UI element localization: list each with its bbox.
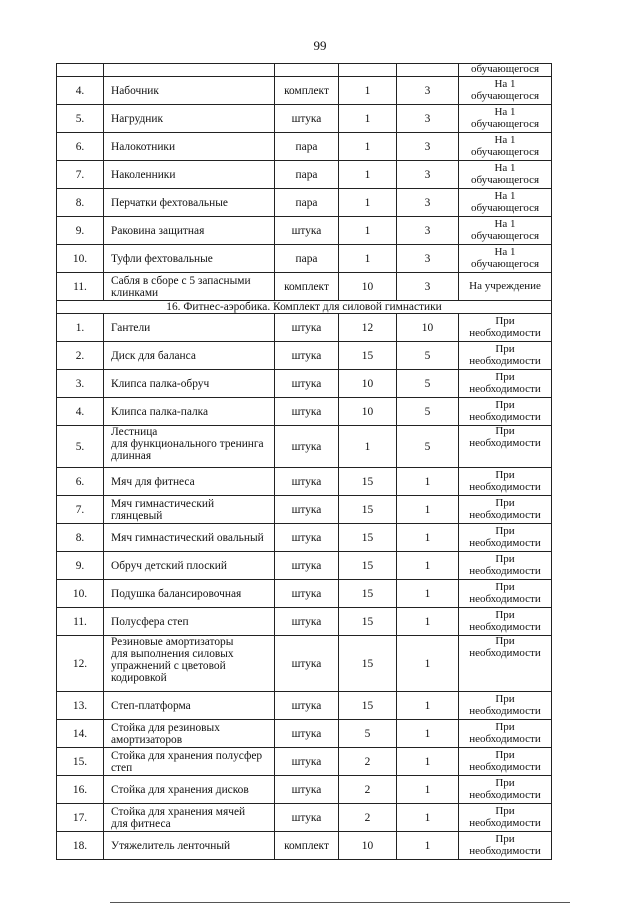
item-quantity-2: 1 [397, 804, 459, 832]
table-row [57, 426, 552, 468]
item-name: Мяч гимнастический глянцевый [104, 496, 275, 524]
item-quantity-1: 15 [339, 342, 397, 370]
row-number [57, 64, 104, 77]
item-purpose: При необходимости [459, 342, 552, 370]
item-unit: штука [275, 552, 339, 580]
table-row [57, 161, 552, 189]
table-row [57, 832, 552, 860]
item-quantity-2: 5 [397, 370, 459, 398]
row-number: 6. [57, 468, 104, 496]
item-unit: штука [275, 524, 339, 552]
item-quantity-1: 10 [339, 370, 397, 398]
item-purpose: При необходимости [459, 804, 552, 832]
item-quantity-2: 1 [397, 692, 459, 720]
item-name: Туфли фехтовальные [104, 245, 275, 273]
item-name: Перчатки фехтовальные [104, 189, 275, 217]
item-purpose: На учреждение [459, 273, 552, 301]
item-name: Сабля в сборе с 5 запасными клинками [104, 273, 275, 301]
item-unit: пара [275, 161, 339, 189]
item-name: Лестница для функционального тренинга длинная [104, 426, 275, 468]
item-unit: комплект [275, 77, 339, 105]
item-name: Подушка балансировочная [104, 580, 275, 608]
item-unit: пара [275, 133, 339, 161]
item-unit: штука [275, 636, 339, 692]
item-quantity-1: 15 [339, 580, 397, 608]
item-quantity-2: 3 [397, 189, 459, 217]
row-number: 9. [57, 552, 104, 580]
row-number: 10. [57, 580, 104, 608]
table-row [57, 496, 552, 524]
item-quantity-1: 2 [339, 804, 397, 832]
item-name: Диск для баланса [104, 342, 275, 370]
item-purpose: На 1 обучающегося [459, 161, 552, 189]
item-quantity-2: 3 [397, 161, 459, 189]
item-quantity-1: 1 [339, 161, 397, 189]
table-row [57, 580, 552, 608]
item-quantity-1: 1 [339, 426, 397, 468]
item-name: Нагрудник [104, 105, 275, 133]
item-purpose: На 1 обучающегося [459, 77, 552, 105]
item-unit: штука [275, 398, 339, 426]
section-title: 16. Фитнес-аэробика. Комплект для силовой гимнастики [57, 301, 552, 314]
table-row [57, 692, 552, 720]
item-purpose: При необходимости [459, 776, 552, 804]
item-quantity-1: 1 [339, 245, 397, 273]
item-quantity-1: 15 [339, 552, 397, 580]
item-quantity-1: 2 [339, 748, 397, 776]
item-unit: штука [275, 426, 339, 468]
item-quantity-2: 3 [397, 217, 459, 245]
item-purpose: На 1 обучающегося [459, 217, 552, 245]
table-row [57, 608, 552, 636]
item-purpose: На 1 обучающегося [459, 133, 552, 161]
item-purpose: При необходимости [459, 314, 552, 342]
item-unit: штука [275, 468, 339, 496]
item-name: Утяжелитель ленточный [104, 832, 275, 860]
item-purpose: обучающегося [459, 64, 552, 77]
row-number: 10. [57, 245, 104, 273]
item-name: Стойка для хранения мячей для фитнеса [104, 804, 275, 832]
item-name: Наколенники [104, 161, 275, 189]
item-name: Мяч для фитнеса [104, 468, 275, 496]
item-purpose: При необходимости [459, 426, 552, 468]
item-unit: штука [275, 776, 339, 804]
equipment-table-body [57, 64, 552, 860]
item-name: Полусфера степ [104, 608, 275, 636]
item-name: Резиновые амортизаторы для выполнения силовых упражнений с цветовой кодировкой [104, 636, 275, 692]
item-purpose: При необходимости [459, 720, 552, 748]
item-purpose: При необходимости [459, 552, 552, 580]
row-number: 18. [57, 832, 104, 860]
item-quantity-1: 5 [339, 720, 397, 748]
table-row [57, 468, 552, 496]
item-unit: пара [275, 189, 339, 217]
item-unit: штука [275, 692, 339, 720]
item-name: Клипса палка-палка [104, 398, 275, 426]
item-unit: штука [275, 580, 339, 608]
item-purpose: На 1 обучающегося [459, 189, 552, 217]
item-quantity-2: 1 [397, 776, 459, 804]
item-quantity-1: 10 [339, 273, 397, 301]
table-row [57, 314, 552, 342]
item-quantity-2: 1 [397, 636, 459, 692]
item-purpose: На 1 обучающегося [459, 105, 552, 133]
item-quantity-2: 1 [397, 468, 459, 496]
item-unit: штука [275, 370, 339, 398]
item-name: Гантели [104, 314, 275, 342]
item-quantity-2: 3 [397, 273, 459, 301]
row-number: 13. [57, 692, 104, 720]
item-purpose: При необходимости [459, 496, 552, 524]
item-quantity-1: 15 [339, 636, 397, 692]
table-row [57, 105, 552, 133]
item-name: Налокотники [104, 133, 275, 161]
item-name: Обруч детский плоский [104, 552, 275, 580]
item-quantity-1: 10 [339, 832, 397, 860]
item-quantity-1: 2 [339, 776, 397, 804]
item-name: Раковина защитная [104, 217, 275, 245]
row-number: 5. [57, 105, 104, 133]
row-number: 9. [57, 217, 104, 245]
item-unit: штука [275, 342, 339, 370]
item-unit: штука [275, 720, 339, 748]
row-number: 6. [57, 133, 104, 161]
table-row [57, 245, 552, 273]
item-quantity-1: 15 [339, 608, 397, 636]
row-number: 11. [57, 273, 104, 301]
item-purpose: При необходимости [459, 832, 552, 860]
item-unit: штука [275, 608, 339, 636]
item-quantity-2: 1 [397, 720, 459, 748]
item-unit: комплект [275, 273, 339, 301]
item-name: Стойка для резиновых амортизаторов [104, 720, 275, 748]
item-quantity-2: 1 [397, 748, 459, 776]
row-number: 7. [57, 161, 104, 189]
item-name: Клипса палка-обруч [104, 370, 275, 398]
section-header-row [57, 301, 552, 314]
row-number: 1. [57, 314, 104, 342]
equipment-table [56, 63, 552, 860]
item-quantity-1: 1 [339, 105, 397, 133]
item-quantity-1: 15 [339, 496, 397, 524]
item-quantity-2: 5 [397, 342, 459, 370]
item-purpose: На 1 обучающегося [459, 245, 552, 273]
item-name [104, 64, 275, 77]
table-row [57, 64, 552, 77]
table-row [57, 398, 552, 426]
item-quantity-2: 10 [397, 314, 459, 342]
item-quantity-2: 3 [397, 105, 459, 133]
item-quantity-1: 12 [339, 314, 397, 342]
table-row [57, 342, 552, 370]
row-number: 11. [57, 608, 104, 636]
item-quantity-1: 1 [339, 77, 397, 105]
item-purpose: При необходимости [459, 580, 552, 608]
item-quantity-2: 1 [397, 496, 459, 524]
table-row [57, 636, 552, 692]
table-row [57, 720, 552, 748]
item-unit: штука [275, 217, 339, 245]
item-name: Степ-платформа [104, 692, 275, 720]
item-purpose: При необходимости [459, 468, 552, 496]
item-purpose: При необходимости [459, 636, 552, 692]
table-row [57, 217, 552, 245]
item-quantity-1: 1 [339, 189, 397, 217]
item-quantity-2: 1 [397, 832, 459, 860]
item-quantity-2: 3 [397, 77, 459, 105]
table-row [57, 77, 552, 105]
item-quantity-1: 15 [339, 692, 397, 720]
row-number: 16. [57, 776, 104, 804]
item-quantity-1: 15 [339, 468, 397, 496]
item-quantity-2: 1 [397, 608, 459, 636]
row-number: 7. [57, 496, 104, 524]
table-row [57, 776, 552, 804]
item-name: Стойка для хранения дисков [104, 776, 275, 804]
item-unit: штука [275, 105, 339, 133]
row-number: 8. [57, 524, 104, 552]
row-number: 4. [57, 77, 104, 105]
item-purpose: При необходимости [459, 370, 552, 398]
item-quantity-2: 5 [397, 426, 459, 468]
item-unit: пара [275, 245, 339, 273]
item-quantity-2: 1 [397, 580, 459, 608]
item-purpose: При необходимости [459, 692, 552, 720]
item-unit: штука [275, 496, 339, 524]
item-quantity-2: 3 [397, 245, 459, 273]
row-number: 2. [57, 342, 104, 370]
row-number: 3. [57, 370, 104, 398]
row-number: 17. [57, 804, 104, 832]
row-number: 8. [57, 189, 104, 217]
item-name: Стойка для хранения полусфер степ [104, 748, 275, 776]
row-number: 5. [57, 426, 104, 468]
item-unit: комплект [275, 832, 339, 860]
item-purpose: При необходимости [459, 748, 552, 776]
table-row [57, 748, 552, 776]
item-purpose: При необходимости [459, 524, 552, 552]
item-unit: штука [275, 748, 339, 776]
item-purpose: При необходимости [459, 608, 552, 636]
item-quantity-2 [397, 64, 459, 77]
page-bottom-rule [110, 902, 570, 903]
item-quantity-1 [339, 64, 397, 77]
item-quantity-1: 1 [339, 217, 397, 245]
row-number: 12. [57, 636, 104, 692]
item-quantity-2: 1 [397, 524, 459, 552]
item-unit: штука [275, 804, 339, 832]
table-row [57, 804, 552, 832]
table-row [57, 273, 552, 301]
item-quantity-1: 15 [339, 524, 397, 552]
row-number: 14. [57, 720, 104, 748]
item-name: Мяч гимнастический овальный [104, 524, 275, 552]
item-quantity-1: 1 [339, 133, 397, 161]
item-unit [275, 64, 339, 77]
item-name: Набочник [104, 77, 275, 105]
page-number: 99 [313, 38, 327, 53]
item-quantity-2: 5 [397, 398, 459, 426]
table-row [57, 370, 552, 398]
item-quantity-2: 3 [397, 133, 459, 161]
table-row [57, 524, 552, 552]
row-number: 15. [57, 748, 104, 776]
table-row [57, 189, 552, 217]
item-purpose: При необходимости [459, 398, 552, 426]
row-number: 4. [57, 398, 104, 426]
item-quantity-2: 1 [397, 552, 459, 580]
item-unit: штука [275, 314, 339, 342]
item-quantity-1: 10 [339, 398, 397, 426]
table-row [57, 133, 552, 161]
table-row [57, 552, 552, 580]
